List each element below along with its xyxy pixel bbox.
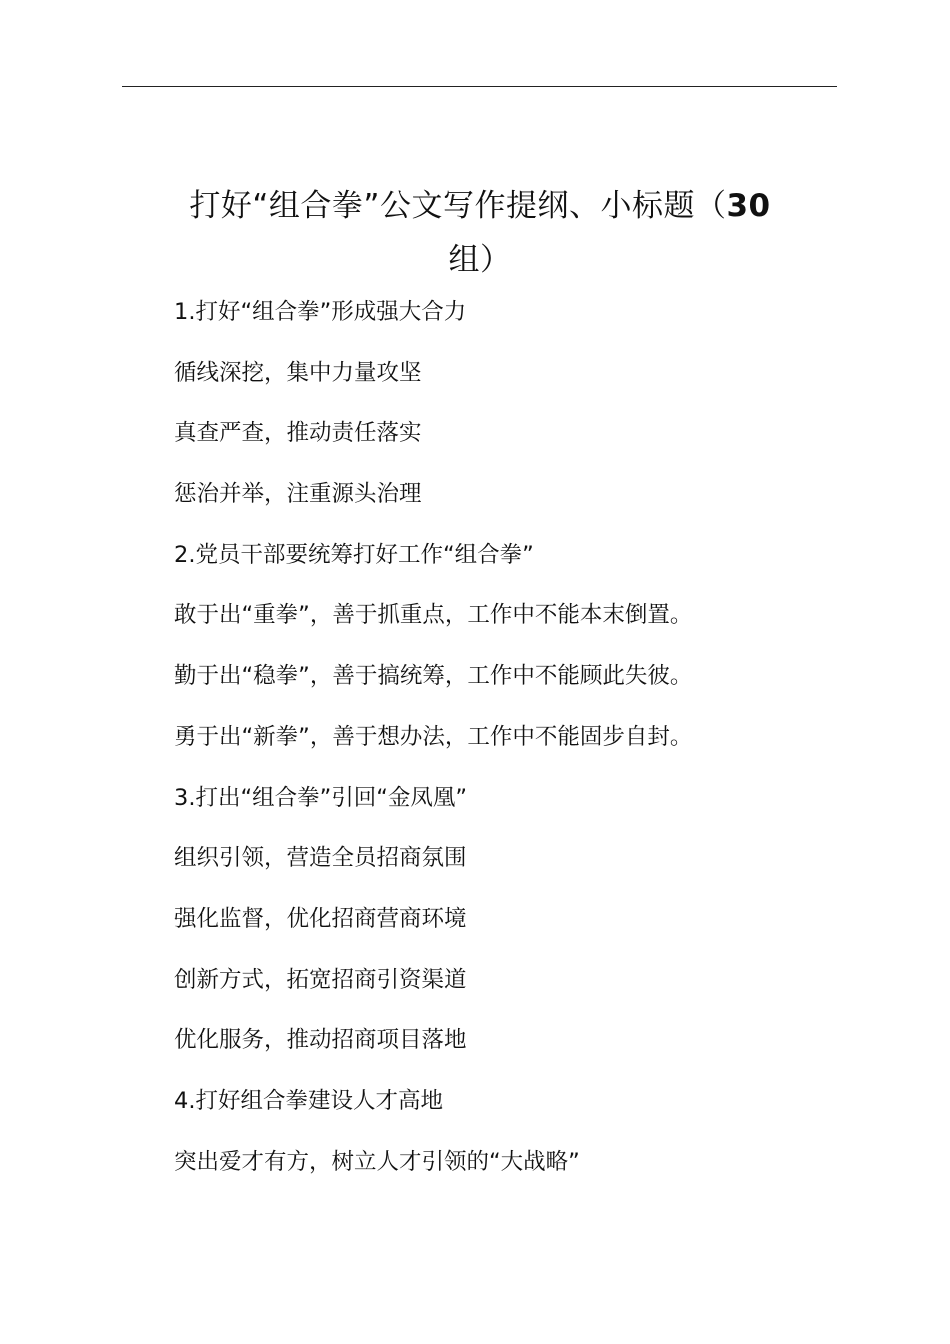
title-line-1 xyxy=(130,179,830,233)
list-item: 创新方式，拓宽招商引资渠道 xyxy=(174,966,467,993)
heading-1: 1.打好“组合拳”形成强大合力 xyxy=(174,299,467,325)
list-item: 强化监督，优化招商营商环境 xyxy=(174,905,467,932)
body-text xyxy=(174,290,834,1200)
title-text: 打好“组合拳”公文写作提纲、小标题（ xyxy=(189,187,727,224)
list-item: 勤于出“稳拳”，善于搞统筹，工作中不能顾此失彼。 xyxy=(174,663,693,690)
heading-2: 2.党员干部要统筹打好工作“组合拳” xyxy=(174,541,534,568)
heading-3: 3.打出“组合拳”引回“金凤凰” xyxy=(174,784,468,811)
title-line-2: 组） xyxy=(448,241,512,278)
list-item: 敢于出“重拳”，善于抓重点，工作中不能本末倒置。 xyxy=(174,602,693,629)
heading-4: 4.打好组合拳建设人才高地 xyxy=(174,1087,443,1114)
list-item: 惩治并举，注重源头治理 xyxy=(174,481,422,508)
page-title xyxy=(130,179,830,287)
list-item: 循线深挖，集中力量攻坚 xyxy=(174,359,422,386)
list-item: 组织引领，营造全员招商氛围 xyxy=(174,845,467,872)
list-item: 真查严查，推动责任落实 xyxy=(174,420,422,447)
header-rule xyxy=(122,86,837,87)
list-item: 勇于出“新拳”，善于想办法，工作中不能固步自封。 xyxy=(174,723,693,750)
list-item: 突出爱才有方，树立人才引领的“大战略” xyxy=(174,1148,580,1175)
title-number: 30 xyxy=(726,187,771,224)
list-item: 优化服务，推动招商项目落地 xyxy=(174,1027,467,1054)
